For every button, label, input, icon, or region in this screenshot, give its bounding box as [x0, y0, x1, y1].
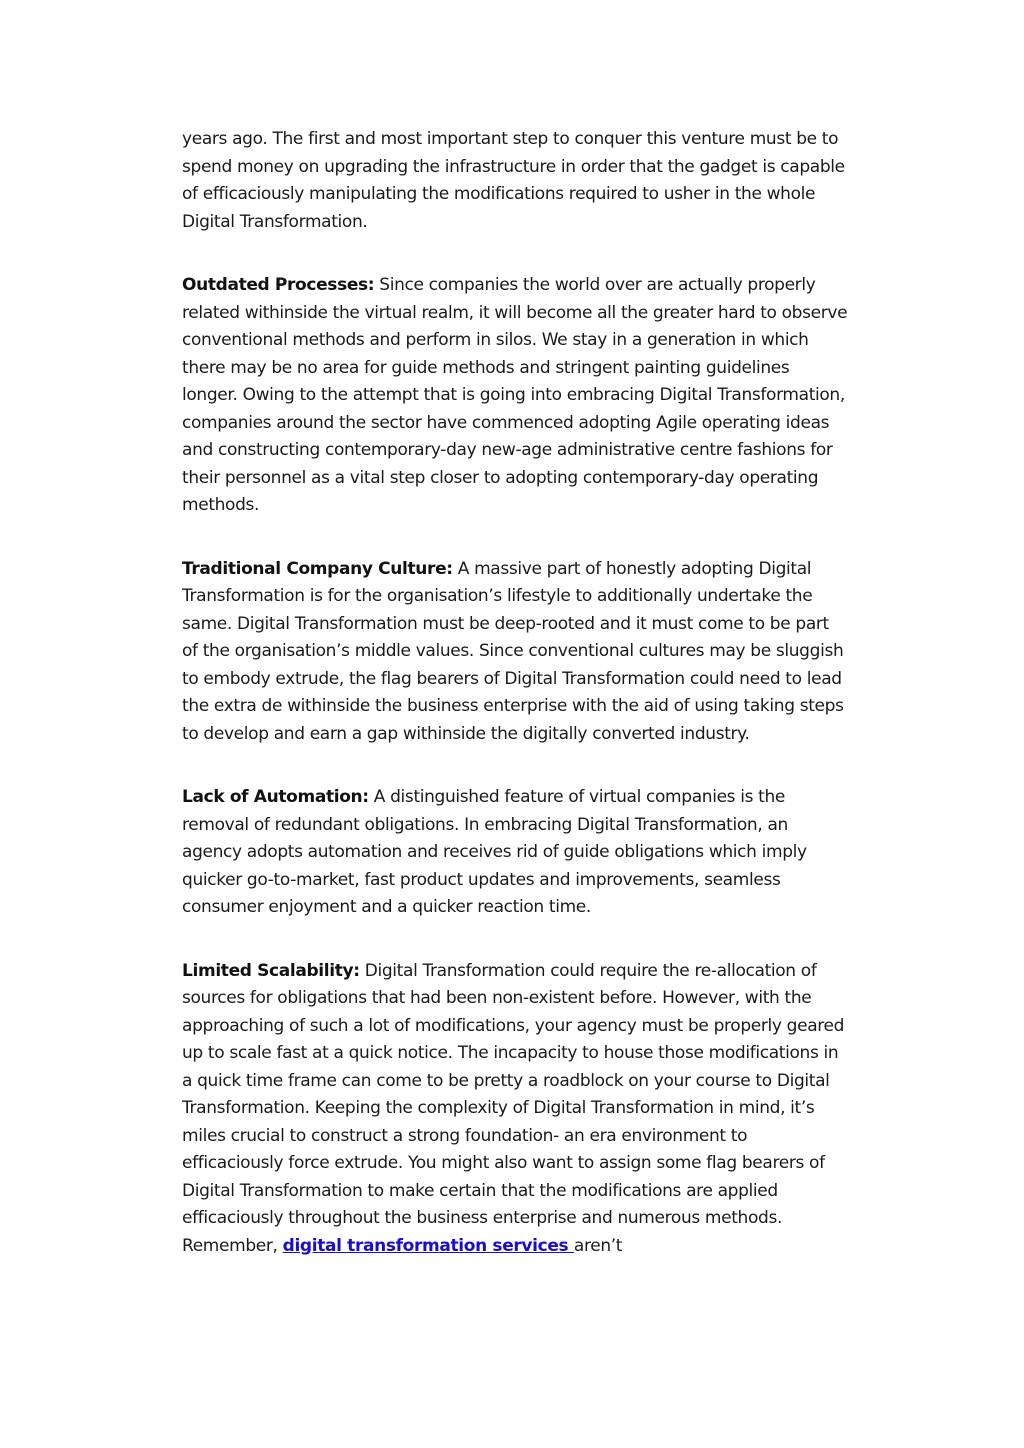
section-text: A distinguished feature of virtual companies is the removal of redundant obligations. In embracing Digital Transformation, an agency adopts automation and receives rid of guide obligations which imply quicker go-to-market, fast product updates and improvements, seamless consumer enjoyment and a quicker reaction time. — [182, 787, 807, 917]
section-text: A massive part of honestly adopting Digital Transformation is for the organisation’s lifestyle to additionally undertake the same. Digital Transformation must be deep-rooted and it must come to be part of the organisation’s middle values. Since conventional cultures may be sluggish to embody extrude, the flag bearers of Digital Transformation could need to lead the extra de withinside the business enterprise with the aid of using taking steps to develop and earn a gap withinside the digitally converted industry. — [182, 558, 844, 744]
section-heading: Outdated Processes: — [182, 275, 375, 295]
section-text: Since companies the world over are actually properly related withinside the virtual realm, it will become all the greater hard to observe conventional methods and perform in silos. We stay in a generation in which there may be no area for guide methods and stringent painting guidelines longer. Owing to the attempt that is going into embracing Digital Transformation, companies around the sector have commenced adopting Agile operating ideas and constructing contemporary-day new-age administrative centre fashions for their personnel as a vital step closer to adopting contemporary-day operating methods. — [182, 275, 848, 515]
section-text: Digital Transformation could require the re-allocation of sources for obligations that had been non-existent before. However, with the approaching of such a lot of modifications, your agency must be properly geared up to scale fast at a quick notice. The incapacity to house those modifications in a quick time frame can come to be pretty a roadblock on your course to Digital Transformation. Keeping the complexity of Digital Transformation in mind, it’s miles crucial to construct a strong foundation- an era environment to efficaciously force extrude. You might also want to assign some flag bearers of Digital Transformation to make certain that the modifications are applied efficaciously throughout the business enterprise and numerous methods. Remember, — [182, 960, 845, 1256]
section-text-after-link: aren’t — [573, 1235, 623, 1256]
intro-paragraph — [182, 126, 848, 236]
section-traditional-company-culture — [182, 556, 848, 749]
section-heading: Lack of Automation: — [182, 787, 369, 807]
intro-text: years ago. The first and most important step to conquer this venture must be to spend money on upgrading the infrastructure in order that the gadget is capable of efficaciously manipulating the modifications required to usher in the whole Digital Transformation. — [182, 129, 845, 232]
section-limited-scalability — [182, 958, 848, 1261]
section-lack-of-automation — [182, 784, 848, 922]
section-outdated-processes — [182, 272, 848, 520]
document-body — [182, 126, 848, 1296]
section-heading: Traditional Company Culture: — [182, 558, 453, 579]
section-heading: Limited Scalability: — [182, 960, 360, 981]
digital-transformation-services-link[interactable]: digital transformation services — [282, 1235, 574, 1256]
